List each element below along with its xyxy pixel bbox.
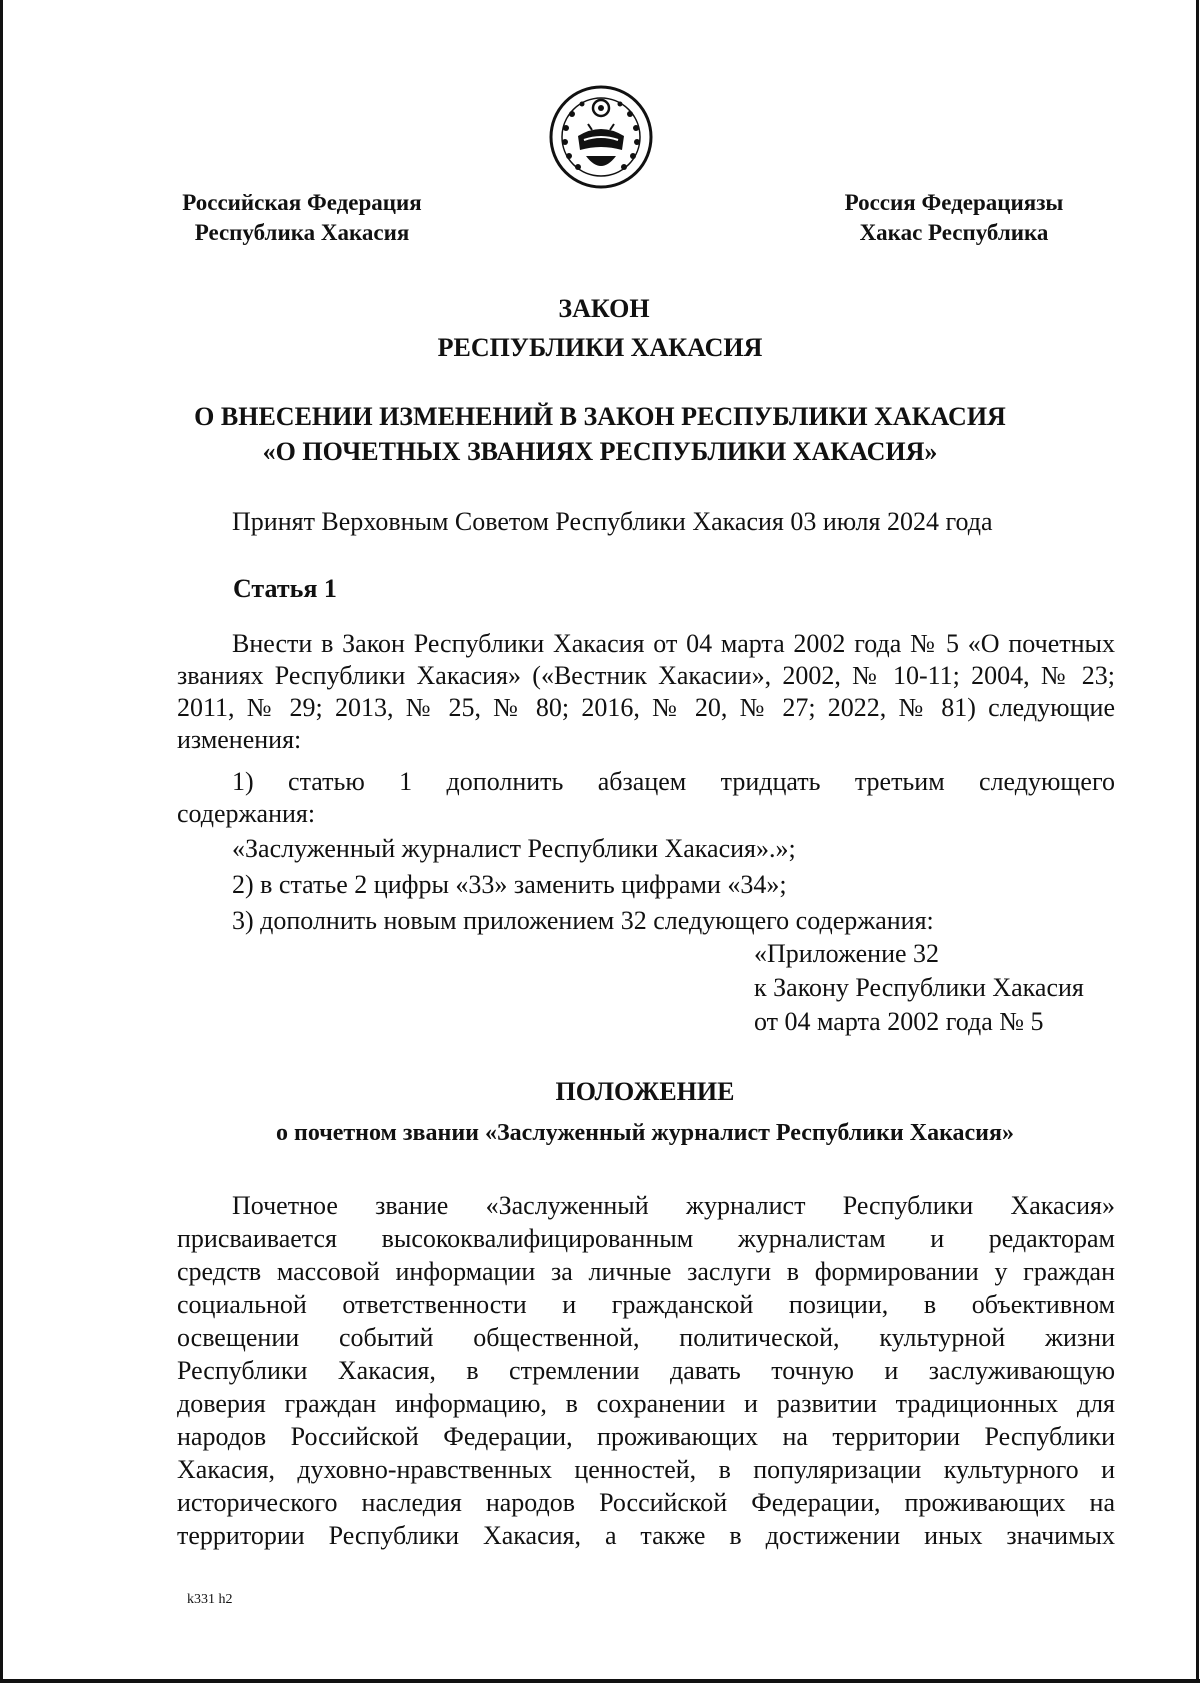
page-border-left — [0, 0, 3, 1683]
article-item-3: 3) дополнить новым приложением 32 следующего содержания: — [232, 906, 934, 935]
regulation-body-line: социальной ответственности и гражданской позиции, в объективном — [177, 1290, 1115, 1319]
appendix-line-1: «Приложение 32 — [754, 939, 940, 968]
law-title: ЗАКОН — [558, 294, 650, 323]
header-left-line-2: Республика Хакасия — [194, 220, 410, 245]
adoption-note: Принят Верховным Советом Республики Хакасия 03 июля 2024 года — [232, 507, 993, 536]
appendix-line-3: от 04 марта 2002 года № 5 — [754, 1007, 1044, 1036]
page-border-right — [1196, 0, 1199, 1683]
page-border-bottom — [0, 1679, 1200, 1683]
article-heading: Статья 1 — [233, 574, 337, 603]
regulation-subtitle: о почетном звании «Заслуженный журналист Республики Хакасия» — [275, 1120, 1014, 1146]
article-quote: «Заслуженный журналист Республики Хакасия».»; — [232, 834, 796, 863]
law-subject-line-2: «О ПОЧЕТНЫХ ЗВАНИЯХ РЕСПУБЛИКИ ХАКАСИЯ» — [262, 437, 938, 466]
regulation-body-line: Республики Хакасия, в стремлении давать точную и заслуживающую — [177, 1356, 1115, 1385]
law-subject-line-1: О ВНЕСЕНИИ ИЗМЕНЕНИЙ В ЗАКОН РЕСПУБЛИКИ ХАКАСИЯ — [194, 402, 1006, 431]
regulation-body-line: освещении событий общественной, политической, культурной жизни — [177, 1323, 1115, 1352]
header-left-line-1: Российская Федерация — [182, 190, 422, 215]
article-item-1-line: 1) статью 1 дополнить абзацем тридцать третьим следующего — [232, 767, 1115, 796]
article-intro-line: Внести в Закон Республики Хакасия от 04 марта 2002 года № 5 «О почетных — [232, 629, 1115, 658]
article-item-1-line: содержания: — [177, 799, 316, 828]
regulation-body-line: Почетное звание «Заслуженный журналист Республики Хакасия» — [232, 1191, 1115, 1220]
header-right-line-2: Хакас Республика — [859, 220, 1049, 245]
document-code: k331 h2 — [187, 1592, 233, 1607]
regulation-title: ПОЛОЖЕНИЕ — [555, 1077, 735, 1106]
regulation-body-line: исторического наследия народов Российской Федерации, проживающих на — [177, 1488, 1115, 1517]
header-right — [830, 188, 1078, 248]
regulation-body-line: территории Республики Хакасия, а также в достижении иных значимых — [177, 1521, 1115, 1550]
coat-of-arms-icon — [548, 84, 654, 190]
law-title-republic: РЕСПУБЛИКИ ХАКАСИЯ — [437, 333, 763, 362]
article-intro-line: званиях Республики Хакасия» («Вестник Хакасии», 2002, № 10-11; 2004, № 23; — [177, 661, 1115, 690]
article-item-2: 2) в статье 2 цифры «33» заменить цифрами «34»; — [232, 870, 787, 899]
regulation-body-line: средств массовой информации за личные заслуги в формировании у граждан — [177, 1257, 1115, 1286]
article-intro-line: изменения: — [177, 725, 302, 754]
regulation-body-line: Хакасия, духовно-нравственных ценностей, в популяризации культурного и — [177, 1455, 1115, 1484]
regulation-body-line: присваивается высококвалифицированным журналистам и редакторам — [177, 1224, 1115, 1253]
regulation-body-line: народов Российской Федерации, проживающих на территории Республики — [177, 1422, 1115, 1451]
article-intro-line: 2011, № 29; 2013, № 25, № 80; 2016, № 20, № 27; 2022, № 81) следующие — [177, 693, 1115, 722]
appendix-line-2: к Закону Республики Хакасия — [754, 973, 1084, 1002]
header-left — [172, 188, 432, 248]
regulation-body-line: доверия граждан информацию, в сохранении и развитии традиционных для — [177, 1389, 1115, 1418]
header-right-line-1: Россия Федерациязы — [844, 190, 1064, 215]
